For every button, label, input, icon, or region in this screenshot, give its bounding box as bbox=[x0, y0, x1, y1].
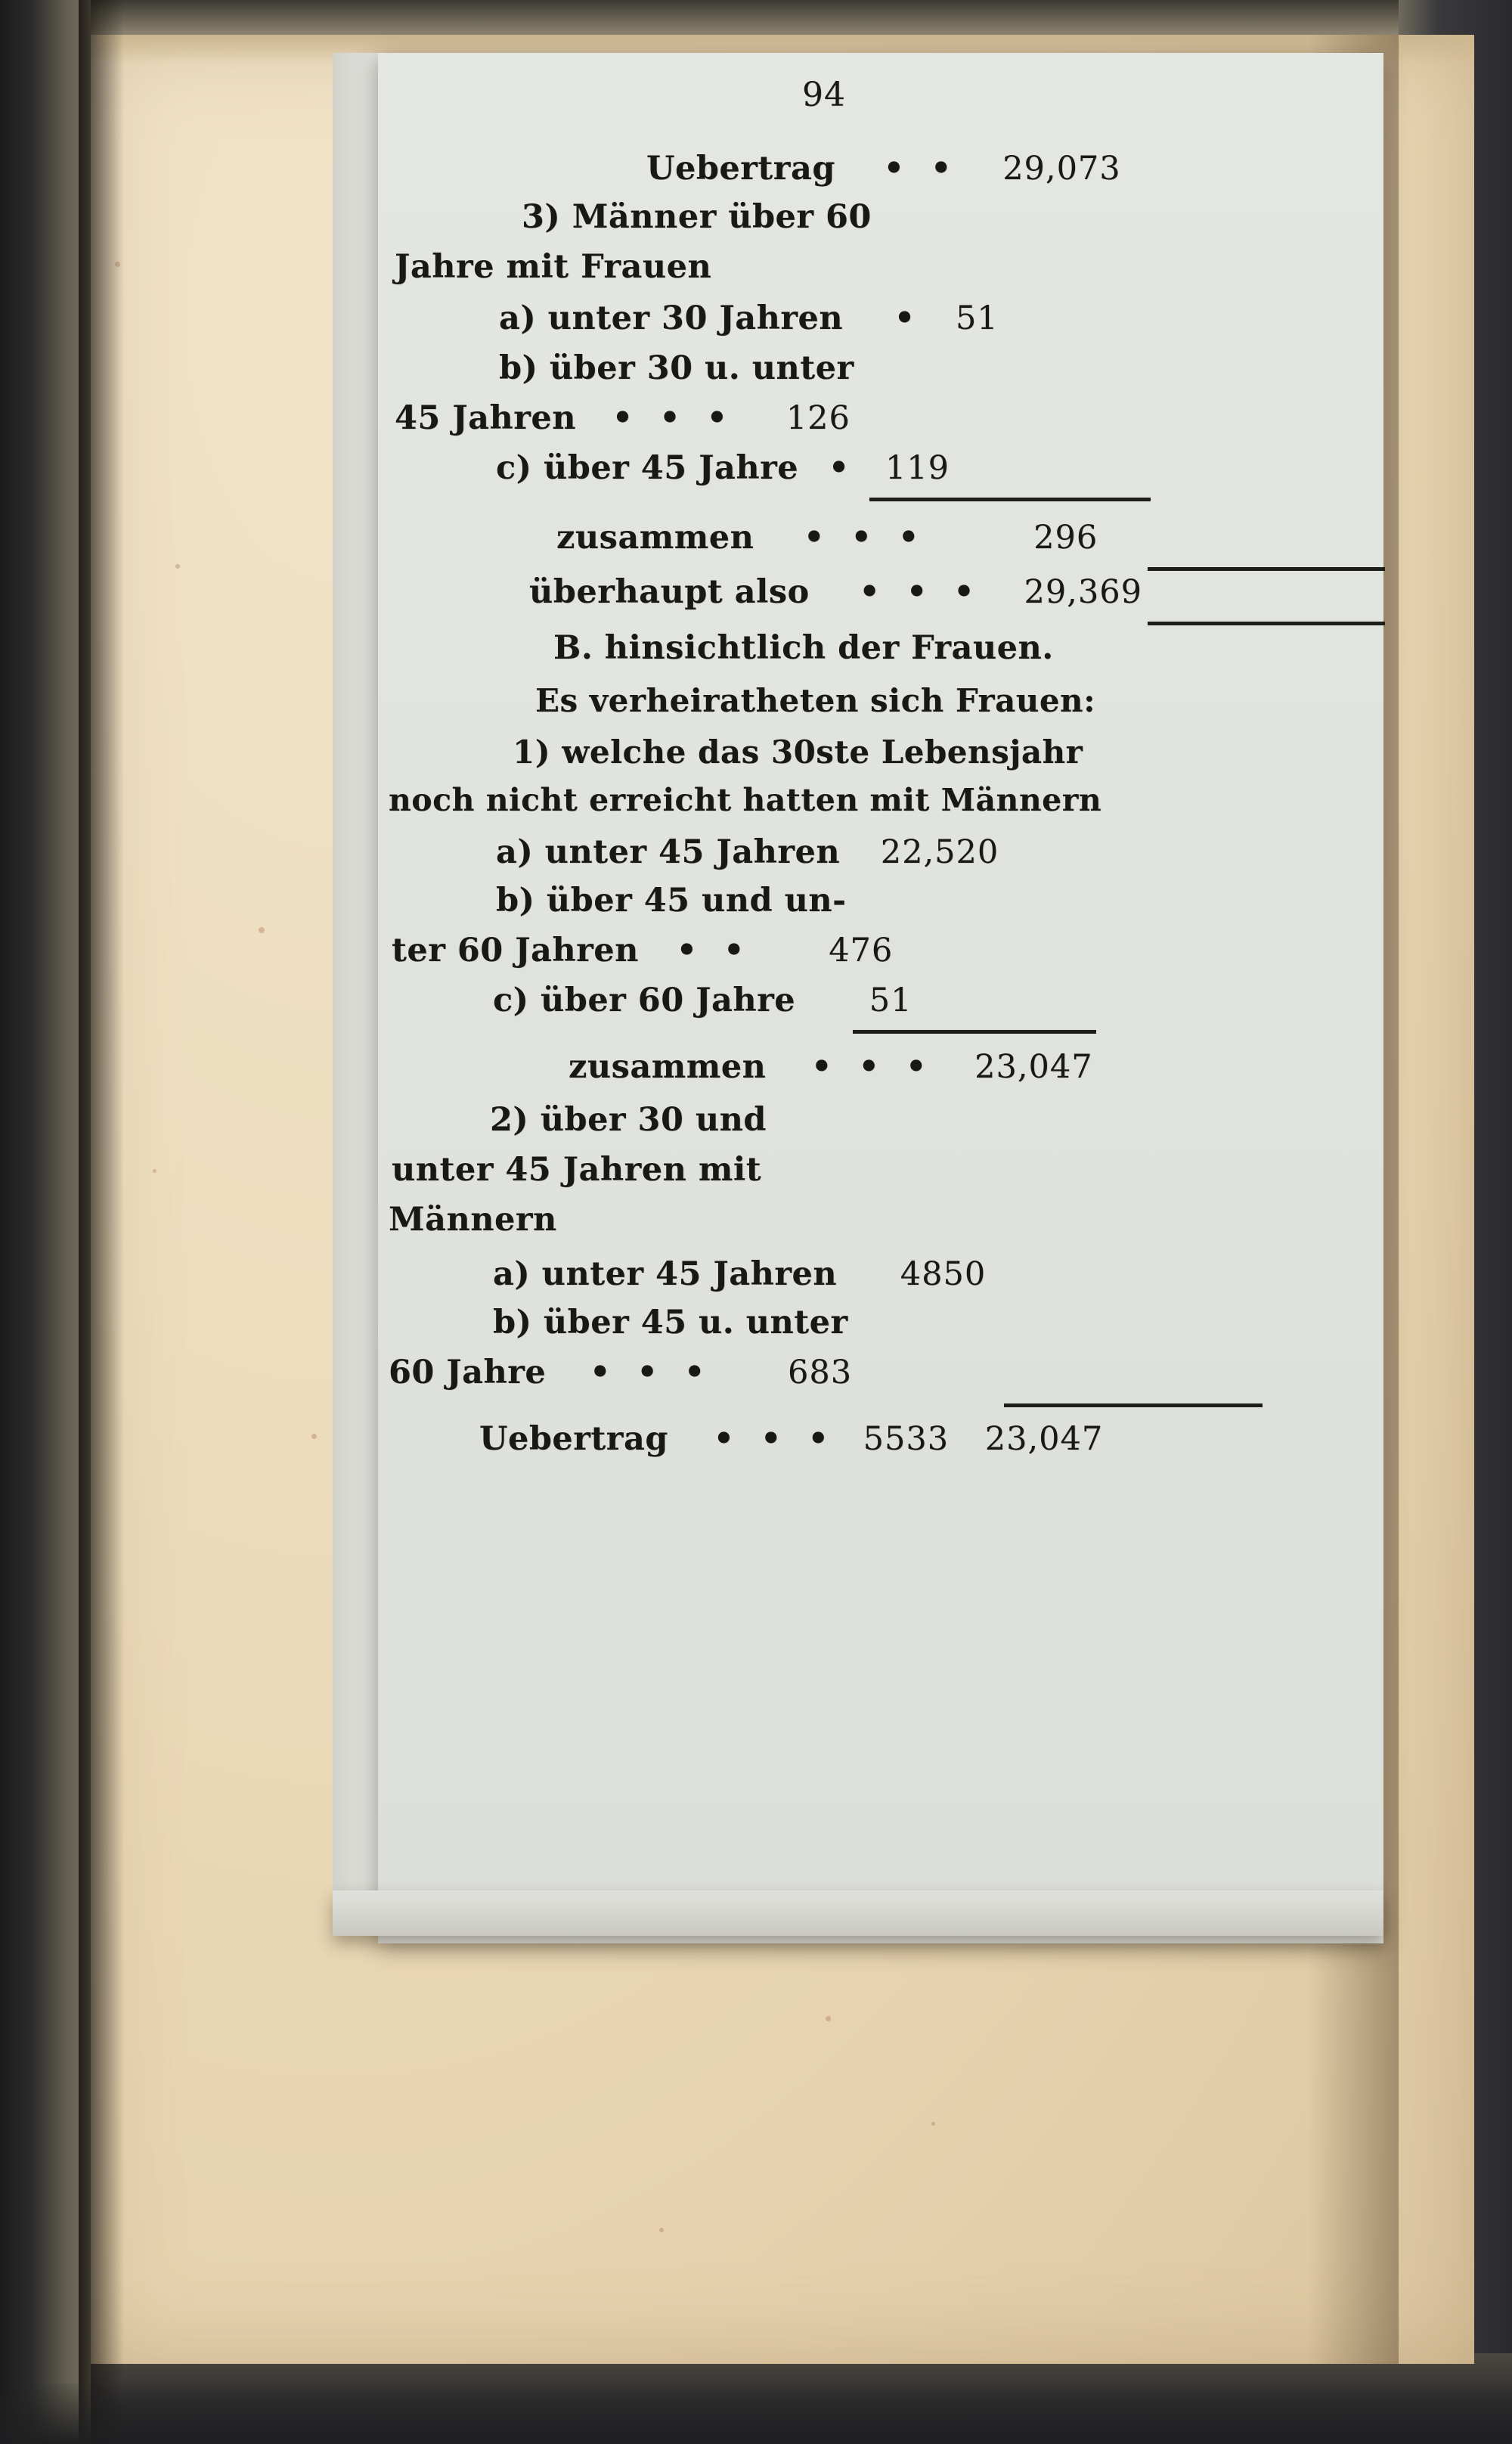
line-zusammen-2: zusammen bbox=[569, 1048, 767, 1086]
line-a-unter-45-jahren: a) unter 45 Jahren bbox=[496, 833, 841, 871]
line-2-ueber-30-und: 2) über 30 und bbox=[490, 1101, 767, 1139]
line-es-verheiratheten-sich-frauen: Es verheiratheten sich Frauen: bbox=[535, 682, 1096, 719]
value-a2-unter-45-jahren: 4850 bbox=[900, 1255, 987, 1293]
line-45-jahren: 45 Jahren bbox=[395, 399, 577, 437]
value-45-jahren: 126 bbox=[785, 399, 850, 437]
sum-rule-2 bbox=[1148, 567, 1385, 571]
leader-dots: • • bbox=[883, 150, 959, 188]
value-zusammen-2: 23,047 bbox=[974, 1048, 1093, 1086]
value-uebertrag-bottom-2: 23,047 bbox=[984, 1420, 1104, 1458]
line-a-unter-30-jahren: a) unter 30 Jahren bbox=[499, 299, 844, 337]
line-b-ueber-45-und-unter: b) über 45 und un- bbox=[496, 882, 847, 920]
table-surface-top bbox=[0, 0, 1512, 35]
page-folio bbox=[378, 76, 1383, 114]
line-zusammen-1: zusammen bbox=[556, 519, 754, 557]
leader-dots: • • bbox=[676, 932, 752, 969]
line-ueberhaupt-also: überhaupt also bbox=[529, 573, 810, 611]
sum-rule-1 bbox=[869, 498, 1151, 501]
line-1-welche-das-30ste-lebensjahr: 1) welche das 30ste Lebensjahr bbox=[513, 734, 1083, 771]
line-ter-60-jahren: ter 60 Jahren bbox=[392, 932, 639, 969]
gutter-shadow bbox=[79, 0, 124, 2444]
value-ueberhaupt-also: 29,369 bbox=[1024, 573, 1142, 611]
leader-dots: • • • bbox=[859, 573, 982, 611]
slip-left-edge bbox=[333, 53, 380, 1892]
sum-rule-5 bbox=[1004, 1403, 1263, 1407]
sum-rule-4 bbox=[853, 1030, 1096, 1034]
leader-dots: • bbox=[894, 299, 923, 337]
value-a-unter-30-jahren: 51 bbox=[955, 299, 999, 337]
line-jahre-mit-frauen: Jahre mit Frauen bbox=[395, 248, 712, 286]
line-b-ueber-30-unter: b) über 30 u. unter bbox=[499, 349, 854, 387]
value-a-unter-45-jahren: 22,520 bbox=[880, 833, 999, 871]
value-zusammen-1: 296 bbox=[1033, 519, 1098, 557]
leader-dots: • • • bbox=[612, 399, 736, 437]
line-noch-nicht-erreicht-hatten: noch nicht erreicht hatten mit Männern bbox=[389, 782, 1102, 818]
leader-dots: • • • bbox=[804, 519, 927, 557]
line-a2-unter-45-jahren: a) unter 45 Jahren bbox=[493, 1255, 838, 1293]
value-c-ueber-45-jahre: 119 bbox=[885, 449, 950, 487]
value-c-ueber-60-jahre: 51 bbox=[869, 982, 912, 1019]
line-uebertrag-top-value: 29,073 bbox=[1002, 150, 1121, 188]
printed-text-block bbox=[378, 53, 1383, 1943]
line-b2-ueber-45-u-unter: b) über 45 u. unter bbox=[493, 1304, 848, 1341]
foreground-shadow bbox=[0, 2384, 1512, 2444]
leader-dots: • • • bbox=[811, 1048, 934, 1086]
leader-dots: • • • bbox=[589, 1354, 713, 1391]
sum-rule-3 bbox=[1148, 622, 1385, 625]
line-uebertrag-bottom-label: Uebertrag bbox=[479, 1420, 668, 1458]
line-c-ueber-60-jahre: c) über 60 Jahre bbox=[493, 982, 796, 1019]
leader-dots: • bbox=[828, 449, 857, 487]
folio-number: 94 bbox=[802, 76, 846, 114]
line-3-maenner-ueber-60: 3) Männer über 60 bbox=[522, 198, 872, 236]
heading-b-hinsichtlich-der-frauen: B. hinsichtlich der Frauen. bbox=[553, 629, 1054, 667]
value-ter-60-jahren: 476 bbox=[829, 932, 894, 969]
line-maennern: Männern bbox=[389, 1201, 557, 1239]
value-uebertrag-bottom-1: 5533 bbox=[863, 1420, 950, 1458]
book-spine-gutter bbox=[0, 0, 91, 2444]
value-60-jahre: 683 bbox=[788, 1354, 853, 1391]
line-c-ueber-45-jahre: c) über 45 Jahre bbox=[496, 449, 799, 487]
line-unter-45-jahren-mit: unter 45 Jahren mit bbox=[392, 1151, 762, 1189]
leader-dots: • • • bbox=[713, 1420, 836, 1458]
line-60-jahre: 60 Jahre bbox=[389, 1354, 547, 1391]
line-uebertrag-top-label: Uebertrag bbox=[646, 150, 835, 188]
